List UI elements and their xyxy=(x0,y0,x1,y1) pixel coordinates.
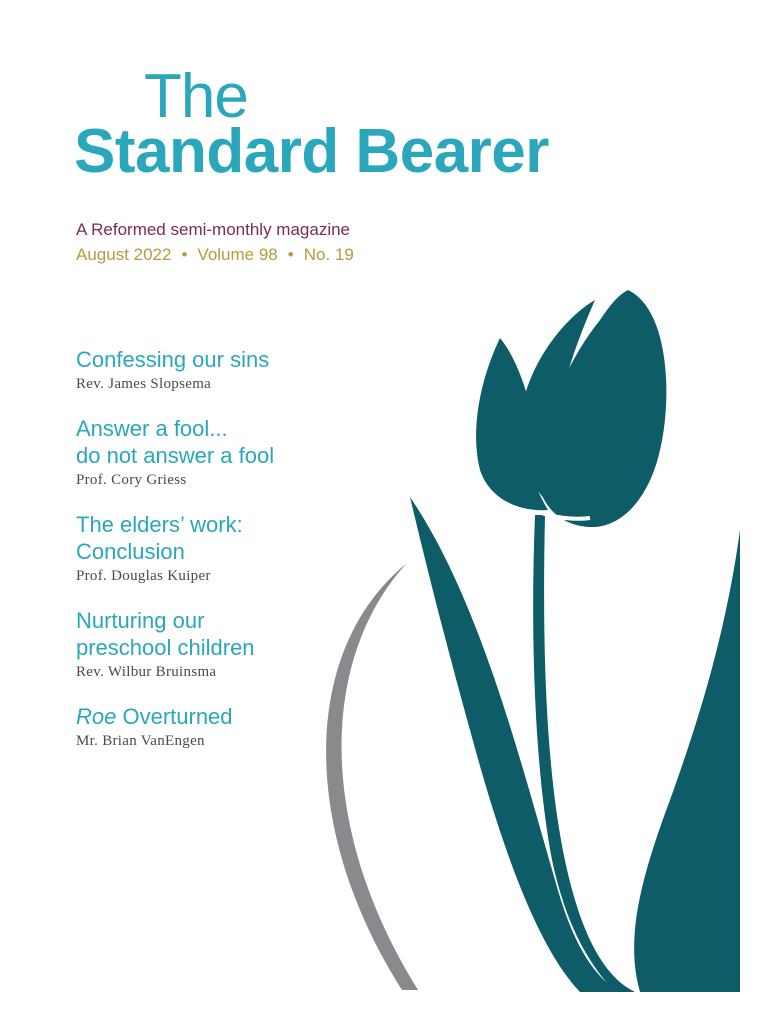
right-leaf xyxy=(634,530,740,992)
article-author: Rev. Wilbur Bruinsma xyxy=(76,664,217,680)
toc-item[interactable] xyxy=(76,607,406,681)
article-title xyxy=(76,607,406,661)
left-leaf xyxy=(410,497,620,992)
issue-date: August 2022 xyxy=(76,245,172,264)
article-title-line: The elders’ work: xyxy=(76,512,243,537)
issue-separator: • xyxy=(181,245,188,264)
article-author: Rev. James Slopsema xyxy=(76,376,212,392)
article-title xyxy=(76,703,406,730)
article-author: Prof. Cory Griess xyxy=(76,472,187,488)
article-title-line xyxy=(76,703,406,730)
article-title-line: Confessing our sins xyxy=(76,347,270,372)
masthead-title: Standard Bearer xyxy=(74,117,549,186)
article-title-line: preschool children xyxy=(76,635,255,660)
article-title xyxy=(76,346,406,373)
issue-separator: • xyxy=(287,245,294,264)
magazine-subtitle: A Reformed semi-monthly magazine xyxy=(76,220,351,239)
article-title-italic: Roe xyxy=(76,704,117,729)
article-title-line: Conclusion xyxy=(76,539,185,564)
toc-item[interactable] xyxy=(76,346,406,393)
toc-item[interactable] xyxy=(76,703,406,750)
issue-line xyxy=(76,245,354,265)
article-author: Mr. Brian VanEngen xyxy=(76,733,205,749)
article-title xyxy=(76,415,406,469)
article-title-rest: Overturned xyxy=(116,704,233,729)
article-title xyxy=(76,511,406,565)
front-petal xyxy=(541,290,667,527)
masthead-the: The xyxy=(144,62,248,131)
table-of-contents xyxy=(76,346,406,772)
article-title-line: do not answer a fool xyxy=(76,443,275,468)
article-author: Prof. Douglas Kuiper xyxy=(76,568,211,584)
issue-volume: Volume 98 xyxy=(197,245,278,264)
toc-item[interactable] xyxy=(76,415,406,489)
article-title-line: Answer a fool... xyxy=(76,416,228,441)
issue-number: No. 19 xyxy=(303,245,354,264)
toc-item[interactable] xyxy=(76,511,406,585)
article-title-line: Nurturing our xyxy=(76,608,205,633)
